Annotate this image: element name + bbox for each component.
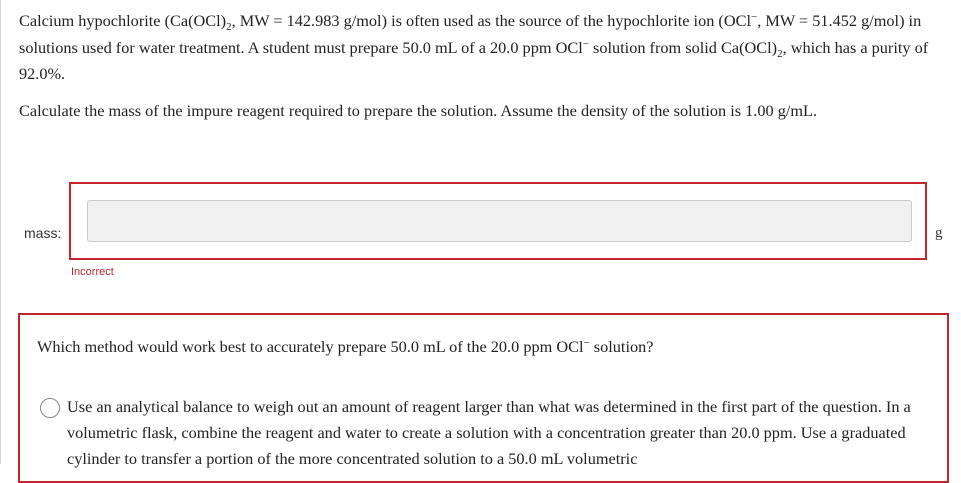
question-paragraph-2: Calculate the mass of the impure reagent required to prepare the solution. Assume the density of the solution is 1.00 g/mL. — [19, 100, 818, 120]
option-1-radio[interactable] — [40, 398, 60, 418]
mass-input[interactable] — [87, 200, 912, 242]
question-paragraph-1: Calcium hypochlorite ($Ca(OCl)_2$, MW = 142.983 g/mol) is often used as the source of the hypochlorite ion (OCl−, MW = 51.452 g/mol) in solutions used for water treatment. A student must prepare 50.0 mL of a 20.0 ppm OCl− solution from solid $Ca(OCl)_2$, which has a purity of 92.0%. — [19, 11, 929, 83]
option-1-text[interactable]: Use an analytical balance to weigh out an amount of reagent larger than what was determined in the first part of the question. In a volumetric flask, combine the reagent and water to create a solution with a concentration greater than 20.0 ppm. Use a graduated cylinder to transfer a portion of the more concentrated solution to a 50.0 mL volumetric — [67, 397, 911, 468]
feedback-incorrect: Incorrect — [71, 266, 114, 278]
mass-label: mass: — [24, 225, 62, 241]
left-border — [0, 0, 1, 464]
question-text — [19, 8, 944, 124]
unit-label: g — [935, 225, 943, 241]
method-prompt: Which method would work best to accurately prepare 50.0 mL of the 20.0 ppm OCl− solution? — [37, 337, 654, 356]
